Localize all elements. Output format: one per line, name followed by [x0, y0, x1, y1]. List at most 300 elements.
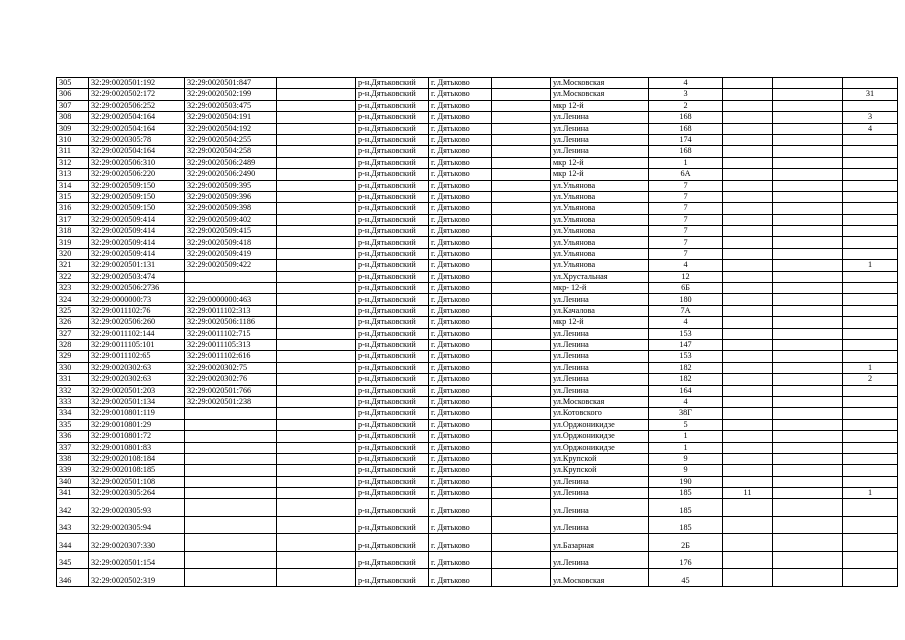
table-row: [57, 476, 898, 487]
cadastral-number-cell: 32:29:0020509:414: [89, 248, 185, 259]
city-cell: г. Дятьково: [429, 78, 492, 89]
sub-cadastral-number-cell: 32:29:0000000:463: [185, 294, 277, 305]
row-number-cell: 306: [57, 89, 89, 100]
extra-number-cell: [723, 146, 773, 157]
city-cell: г. Дятьково: [429, 328, 492, 339]
cadastral-number-cell: 32:29:0020108:184: [89, 453, 185, 464]
house-number-cell: 4: [649, 78, 723, 89]
house-number-cell: 182: [649, 374, 723, 385]
row-number-cell: 310: [57, 134, 89, 145]
district-cell: р-н.Дятьковский: [356, 283, 429, 294]
district-cell: р-н.Дятьковский: [356, 339, 429, 350]
table-body: [57, 78, 898, 587]
row-number-cell: 326: [57, 317, 89, 328]
table-row: [57, 180, 898, 191]
street-cell: ул.Московская: [551, 569, 649, 587]
cadastral-number-cell: 32:29:0010801:119: [89, 408, 185, 419]
blank-cell: [773, 516, 843, 534]
district-cell: р-н.Дятьковский: [356, 453, 429, 464]
extra-number-cell: [723, 396, 773, 407]
row-number-cell: 329: [57, 351, 89, 362]
row-number-cell: 314: [57, 180, 89, 191]
city-cell: г. Дятьково: [429, 569, 492, 587]
apartment-number-cell: [843, 339, 898, 350]
row-number-cell: 334: [57, 408, 89, 419]
extra-number-cell: [723, 569, 773, 587]
blank-cell: [277, 191, 356, 202]
sub-cadastral-number-cell: 32:29:0020501:847: [185, 78, 277, 89]
blank-cell: [773, 134, 843, 145]
blank-cell: [277, 476, 356, 487]
apartment-number-cell: [843, 169, 898, 180]
table-row: [57, 431, 898, 442]
city-cell: г. Дятьково: [429, 431, 492, 442]
street-cell: ул.Базарная: [551, 534, 649, 552]
table-row: [57, 305, 898, 316]
blank-cell: [773, 339, 843, 350]
apartment-number-cell: [843, 203, 898, 214]
apartment-number-cell: [843, 534, 898, 552]
sub-cadastral-number-cell: 32:29:0020504:255: [185, 134, 277, 145]
apartment-number-cell: [843, 328, 898, 339]
row-number-cell: 327: [57, 328, 89, 339]
row-number-cell: 341: [57, 488, 89, 499]
city-cell: г. Дятьково: [429, 203, 492, 214]
city-cell: г. Дятьково: [429, 305, 492, 316]
blank-cell: [773, 305, 843, 316]
sub-cadastral-number-cell: 32:29:0020506:1186: [185, 317, 277, 328]
house-number-cell: 7: [649, 180, 723, 191]
property-register-table: [56, 77, 898, 587]
apartment-number-cell: [843, 317, 898, 328]
house-number-cell: 4: [649, 317, 723, 328]
district-cell: р-н.Дятьковский: [356, 551, 429, 569]
street-cell: ул.Ленина: [551, 134, 649, 145]
table-row: [57, 317, 898, 328]
district-cell: р-н.Дятьковский: [356, 431, 429, 442]
sub-cadastral-number-cell: [185, 442, 277, 453]
street-cell: ул.Ульянова: [551, 260, 649, 271]
cadastral-number-cell: 32:29:0020502:172: [89, 89, 185, 100]
blank-cell: [492, 431, 551, 442]
blank-cell: [277, 271, 356, 282]
sub-cadastral-number-cell: [185, 283, 277, 294]
blank-cell: [773, 442, 843, 453]
house-number-cell: 6Б: [649, 283, 723, 294]
extra-number-cell: [723, 123, 773, 134]
blank-cell: [492, 442, 551, 453]
sub-cadastral-number-cell: 32:29:0020509:395: [185, 180, 277, 191]
blank-cell: [773, 534, 843, 552]
city-cell: г. Дятьково: [429, 260, 492, 271]
house-number-cell: 174: [649, 134, 723, 145]
city-cell: г. Дятьково: [429, 271, 492, 282]
table-row: [57, 499, 898, 517]
table-row: [57, 214, 898, 225]
blank-cell: [277, 339, 356, 350]
apartment-number-cell: [843, 237, 898, 248]
house-number-cell: 45: [649, 569, 723, 587]
sub-cadastral-number-cell: 32:29:0020504:258: [185, 146, 277, 157]
district-cell: р-н.Дятьковский: [356, 180, 429, 191]
city-cell: г. Дятьково: [429, 248, 492, 259]
extra-number-cell: [723, 408, 773, 419]
cadastral-number-cell: 32:29:0020305:78: [89, 134, 185, 145]
sub-cadastral-number-cell: 32:29:0020503:475: [185, 100, 277, 111]
district-cell: р-н.Дятьковский: [356, 465, 429, 476]
blank-cell: [773, 408, 843, 419]
district-cell: р-н.Дятьковский: [356, 408, 429, 419]
sub-cadastral-number-cell: 32:29:0020502:199: [185, 89, 277, 100]
cadastral-number-cell: 32:29:0020506:260: [89, 317, 185, 328]
blank-cell: [277, 328, 356, 339]
sub-cadastral-number-cell: 32:29:0020506:2489: [185, 157, 277, 168]
blank-cell: [277, 294, 356, 305]
extra-number-cell: [723, 283, 773, 294]
street-cell: ул.Ленина: [551, 499, 649, 517]
house-number-cell: 7: [649, 248, 723, 259]
house-number-cell: 185: [649, 488, 723, 499]
city-cell: г. Дятьково: [429, 191, 492, 202]
district-cell: р-н.Дятьковский: [356, 191, 429, 202]
cadastral-number-cell: 32:29:0020501:203: [89, 385, 185, 396]
blank-cell: [277, 134, 356, 145]
extra-number-cell: [723, 112, 773, 123]
row-number-cell: 346: [57, 569, 89, 587]
extra-number-cell: [723, 453, 773, 464]
row-number-cell: 340: [57, 476, 89, 487]
extra-number-cell: [723, 169, 773, 180]
district-cell: р-н.Дятьковский: [356, 123, 429, 134]
house-number-cell: 1: [649, 431, 723, 442]
cadastral-number-cell: 32:29:0020504:164: [89, 146, 185, 157]
row-number-cell: 305: [57, 78, 89, 89]
row-number-cell: 323: [57, 283, 89, 294]
street-cell: ул.Котовского: [551, 408, 649, 419]
district-cell: р-н.Дятьковский: [356, 78, 429, 89]
blank-cell: [492, 191, 551, 202]
street-cell: ул.Ленина: [551, 351, 649, 362]
sub-cadastral-number-cell: [185, 419, 277, 430]
extra-number-cell: [723, 534, 773, 552]
sub-cadastral-number-cell: 32:29:0020509:422: [185, 260, 277, 271]
house-number-cell: 6А: [649, 169, 723, 180]
blank-cell: [492, 419, 551, 430]
extra-number-cell: [723, 499, 773, 517]
apartment-number-cell: [843, 476, 898, 487]
cadastral-number-cell: 32:29:0020302:63: [89, 362, 185, 373]
sub-cadastral-number-cell: 32:29:0020501:766: [185, 385, 277, 396]
house-number-cell: 7: [649, 226, 723, 237]
blank-cell: [277, 260, 356, 271]
blank-cell: [773, 551, 843, 569]
blank-cell: [773, 89, 843, 100]
cadastral-number-cell: 32:29:0011105:101: [89, 339, 185, 350]
table-row: [57, 442, 898, 453]
row-number-cell: 336: [57, 431, 89, 442]
house-number-cell: 7: [649, 214, 723, 225]
apartment-number-cell: [843, 516, 898, 534]
blank-cell: [277, 516, 356, 534]
street-cell: ул.Ленина: [551, 294, 649, 305]
blank-cell: [492, 237, 551, 248]
sub-cadastral-number-cell: 32:29:0020509:419: [185, 248, 277, 259]
blank-cell: [773, 157, 843, 168]
district-cell: р-н.Дятьковский: [356, 260, 429, 271]
table-row: [57, 419, 898, 430]
cadastral-number-cell: 32:29:0020509:150: [89, 203, 185, 214]
row-number-cell: 322: [57, 271, 89, 282]
district-cell: р-н.Дятьковский: [356, 271, 429, 282]
table-row: [57, 351, 898, 362]
house-number-cell: 168: [649, 112, 723, 123]
district-cell: р-н.Дятьковский: [356, 134, 429, 145]
city-cell: г. Дятьково: [429, 419, 492, 430]
apartment-number-cell: 1: [843, 488, 898, 499]
cadastral-number-cell: 32:29:0020501:154: [89, 551, 185, 569]
blank-cell: [773, 146, 843, 157]
city-cell: г. Дятьково: [429, 89, 492, 100]
blank-cell: [277, 431, 356, 442]
district-cell: р-н.Дятьковский: [356, 374, 429, 385]
district-cell: р-н.Дятьковский: [356, 488, 429, 499]
house-number-cell: 7А: [649, 305, 723, 316]
house-number-cell: 164: [649, 385, 723, 396]
row-number-cell: 321: [57, 260, 89, 271]
district-cell: р-н.Дятьковский: [356, 396, 429, 407]
blank-cell: [492, 374, 551, 385]
extra-number-cell: [723, 214, 773, 225]
blank-cell: [492, 385, 551, 396]
apartment-number-cell: 3: [843, 112, 898, 123]
table-row: [57, 191, 898, 202]
street-cell: мкр 12-й: [551, 100, 649, 111]
street-cell: ул.Ленина: [551, 328, 649, 339]
street-cell: ул.Ульянова: [551, 214, 649, 225]
blank-cell: [492, 271, 551, 282]
extra-number-cell: [723, 78, 773, 89]
blank-cell: [277, 305, 356, 316]
apartment-number-cell: [843, 271, 898, 282]
apartment-number-cell: [843, 134, 898, 145]
row-number-cell: 338: [57, 453, 89, 464]
blank-cell: [277, 248, 356, 259]
blank-cell: [277, 362, 356, 373]
apartment-number-cell: [843, 419, 898, 430]
row-number-cell: 312: [57, 157, 89, 168]
house-number-cell: 176: [649, 551, 723, 569]
apartment-number-cell: [843, 453, 898, 464]
extra-number-cell: [723, 89, 773, 100]
apartment-number-cell: [843, 283, 898, 294]
extra-number-cell: [723, 237, 773, 248]
row-number-cell: 320: [57, 248, 89, 259]
street-cell: ул.Ульянова: [551, 248, 649, 259]
district-cell: р-н.Дятьковский: [356, 516, 429, 534]
blank-cell: [492, 488, 551, 499]
blank-cell: [773, 191, 843, 202]
table-row: [57, 516, 898, 534]
city-cell: г. Дятьково: [429, 169, 492, 180]
cadastral-number-cell: 32:29:0020506:220: [89, 169, 185, 180]
house-number-cell: 4: [649, 260, 723, 271]
street-cell: ул.Ленина: [551, 385, 649, 396]
row-number-cell: 316: [57, 203, 89, 214]
street-cell: ул.Московская: [551, 89, 649, 100]
extra-number-cell: [723, 203, 773, 214]
cadastral-number-cell: 32:29:0020302:63: [89, 374, 185, 385]
cadastral-number-cell: 32:29:0020509:414: [89, 226, 185, 237]
cadastral-number-cell: 32:29:0010801:29: [89, 419, 185, 430]
blank-cell: [492, 453, 551, 464]
table-row: [57, 465, 898, 476]
cadastral-number-cell: 32:29:0020504:164: [89, 123, 185, 134]
row-number-cell: 344: [57, 534, 89, 552]
blank-cell: [277, 488, 356, 499]
house-number-cell: 168: [649, 146, 723, 157]
district-cell: р-н.Дятьковский: [356, 317, 429, 328]
blank-cell: [492, 362, 551, 373]
city-cell: г. Дятьково: [429, 294, 492, 305]
table-row: [57, 123, 898, 134]
house-number-cell: 1: [649, 442, 723, 453]
city-cell: г. Дятьково: [429, 112, 492, 123]
apartment-number-cell: [843, 294, 898, 305]
blank-cell: [492, 339, 551, 350]
blank-cell: [492, 305, 551, 316]
blank-cell: [773, 328, 843, 339]
blank-cell: [492, 214, 551, 225]
blank-cell: [773, 374, 843, 385]
table-row: [57, 294, 898, 305]
cadastral-number-cell: 32:29:0020506:252: [89, 100, 185, 111]
city-cell: г. Дятьково: [429, 123, 492, 134]
cadastral-number-cell: 32:29:0020502:319: [89, 569, 185, 587]
extra-number-cell: [723, 294, 773, 305]
blank-cell: [492, 499, 551, 517]
house-number-cell: 38Г: [649, 408, 723, 419]
blank-cell: [492, 203, 551, 214]
blank-cell: [492, 226, 551, 237]
table-row: [57, 248, 898, 259]
city-cell: г. Дятьково: [429, 396, 492, 407]
city-cell: г. Дятьково: [429, 362, 492, 373]
sub-cadastral-number-cell: [185, 453, 277, 464]
blank-cell: [277, 317, 356, 328]
city-cell: г. Дятьково: [429, 157, 492, 168]
row-number-cell: 315: [57, 191, 89, 202]
district-cell: р-н.Дятьковский: [356, 328, 429, 339]
district-cell: р-н.Дятьковский: [356, 157, 429, 168]
city-cell: г. Дятьково: [429, 180, 492, 191]
extra-number-cell: [723, 351, 773, 362]
city-cell: г. Дятьково: [429, 534, 492, 552]
blank-cell: [492, 89, 551, 100]
cadastral-number-cell: 32:29:0020509:414: [89, 237, 185, 248]
city-cell: г. Дятьково: [429, 283, 492, 294]
blank-cell: [773, 283, 843, 294]
blank-cell: [492, 328, 551, 339]
cadastral-number-cell: 32:29:0020504:164: [89, 112, 185, 123]
street-cell: мкр 12-й: [551, 169, 649, 180]
extra-number-cell: [723, 134, 773, 145]
street-cell: ул.Ленина: [551, 146, 649, 157]
blank-cell: [773, 317, 843, 328]
district-cell: р-н.Дятьковский: [356, 476, 429, 487]
blank-cell: [773, 214, 843, 225]
district-cell: р-н.Дятьковский: [356, 226, 429, 237]
city-cell: г. Дятьково: [429, 339, 492, 350]
extra-number-cell: [723, 226, 773, 237]
sub-cadastral-number-cell: 32:29:0020509:402: [185, 214, 277, 225]
blank-cell: [277, 169, 356, 180]
apartment-number-cell: 1: [843, 362, 898, 373]
extra-number-cell: [723, 100, 773, 111]
blank-cell: [277, 157, 356, 168]
city-cell: г. Дятьково: [429, 453, 492, 464]
sub-cadastral-number-cell: 32:29:0011102:616: [185, 351, 277, 362]
street-cell: ул.Ульянова: [551, 237, 649, 248]
sub-cadastral-number-cell: [185, 271, 277, 282]
street-cell: ул.Ленина: [551, 516, 649, 534]
row-number-cell: 331: [57, 374, 89, 385]
extra-number-cell: [723, 419, 773, 430]
extra-number-cell: [723, 339, 773, 350]
row-number-cell: 345: [57, 551, 89, 569]
apartment-number-cell: [843, 226, 898, 237]
street-cell: ул.Ленина: [551, 551, 649, 569]
table-row: [57, 534, 898, 552]
city-cell: г. Дятьково: [429, 134, 492, 145]
sub-cadastral-number-cell: 32:29:0020504:191: [185, 112, 277, 123]
table-row: [57, 100, 898, 111]
house-number-cell: 12: [649, 271, 723, 282]
table-row: [57, 271, 898, 282]
sub-cadastral-number-cell: [185, 551, 277, 569]
blank-cell: [492, 100, 551, 111]
district-cell: р-н.Дятьковский: [356, 248, 429, 259]
street-cell: ул.Крупской: [551, 465, 649, 476]
row-number-cell: 317: [57, 214, 89, 225]
city-cell: г. Дятьково: [429, 351, 492, 362]
city-cell: г. Дятьково: [429, 408, 492, 419]
blank-cell: [492, 112, 551, 123]
table-row: [57, 157, 898, 168]
blank-cell: [277, 203, 356, 214]
street-cell: ул.Ульянова: [551, 226, 649, 237]
blank-cell: [492, 408, 551, 419]
sub-cadastral-number-cell: 32:29:0020509:398: [185, 203, 277, 214]
row-number-cell: 337: [57, 442, 89, 453]
sub-cadastral-number-cell: 32:29:0020302:76: [185, 374, 277, 385]
district-cell: р-н.Дятьковский: [356, 89, 429, 100]
city-cell: г. Дятьково: [429, 374, 492, 385]
apartment-number-cell: [843, 442, 898, 453]
street-cell: ул.Ленина: [551, 488, 649, 499]
blank-cell: [492, 134, 551, 145]
blank-cell: [277, 442, 356, 453]
street-cell: ул.Ленина: [551, 112, 649, 123]
street-cell: ул.Ленина: [551, 123, 649, 134]
blank-cell: [277, 237, 356, 248]
blank-cell: [492, 317, 551, 328]
blank-cell: [492, 534, 551, 552]
extra-number-cell: [723, 271, 773, 282]
blank-cell: [773, 100, 843, 111]
blank-cell: [492, 516, 551, 534]
house-number-cell: 1: [649, 157, 723, 168]
extra-number-cell: [723, 180, 773, 191]
